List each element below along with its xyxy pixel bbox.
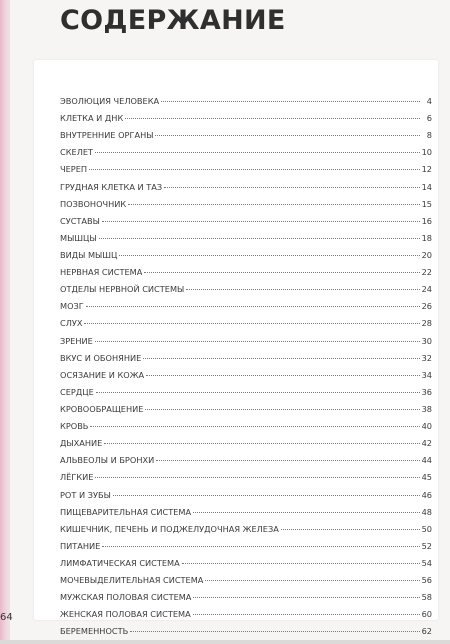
toc-entry[interactable] — [60, 216, 432, 233]
toc-dot-leader — [143, 358, 419, 359]
toc-entry[interactable] — [60, 387, 432, 404]
toc-dot-leader — [193, 597, 419, 598]
toc-dot-leader — [104, 443, 419, 444]
toc-entry-page: 32 — [421, 352, 432, 363]
toc-dot-leader — [102, 221, 420, 222]
toc-entry-title: ВНУТРЕННИЕ ОРГАНЫ — [60, 130, 154, 141]
toc-dot-leader — [146, 375, 419, 376]
toc-dot-leader — [186, 289, 419, 290]
toc-entry-page: 30 — [421, 335, 432, 346]
toc-entry-page: 46 — [421, 489, 432, 500]
toc-dot-leader — [193, 512, 419, 513]
toc-dot-leader — [145, 409, 419, 410]
toc-dot-leader — [90, 426, 419, 427]
toc-dot-leader — [128, 204, 419, 205]
toc-entry[interactable] — [60, 541, 432, 558]
toc-dot-leader — [84, 323, 419, 324]
toc-entry-page: 58 — [421, 592, 432, 603]
toc-entry[interactable] — [60, 284, 432, 301]
toc-entry-page: 52 — [421, 540, 432, 551]
toc-entry[interactable] — [60, 472, 432, 489]
toc-entry-title: КРОВООБРАЩЕНИЕ — [60, 403, 144, 414]
toc-entry-page: 60 — [421, 609, 432, 620]
toc-entry-title: ЭВОЛЮЦИЯ ЧЕЛОВЕКА — [60, 96, 160, 106]
toc-entry-page: 56 — [421, 575, 432, 586]
toc-dot-leader — [182, 563, 420, 564]
toc-entry-page: 62 — [421, 626, 432, 637]
toc-entry[interactable] — [60, 626, 432, 643]
toc-dot-leader — [155, 135, 420, 136]
toc-entry[interactable] — [60, 438, 432, 455]
toc-entry-page: 38 — [421, 403, 432, 414]
toc-list — [60, 96, 432, 644]
toc-entry[interactable] — [60, 336, 432, 353]
toc-entry-page: 42 — [421, 438, 432, 449]
toc-entry-title: ОСЯЗАНИЕ И КОЖА — [60, 369, 145, 380]
toc-entry-title: СЕРДЦЕ — [60, 386, 94, 397]
toc-entry[interactable] — [60, 592, 432, 609]
toc-entry[interactable] — [60, 267, 432, 284]
toc-entry[interactable] — [60, 182, 432, 199]
toc-entry-title: ДЫХАНИЕ — [60, 438, 103, 449]
toc-entry-title: ЗРЕНИЕ — [60, 335, 93, 346]
page-edge-band — [0, 0, 10, 640]
toc-entry-page: 8 — [426, 130, 432, 141]
toc-entry-title: СЛУХ — [60, 318, 83, 329]
toc-entry-title: КРОВЬ — [60, 421, 89, 432]
toc-entry-title: ВИДЫ МЫШЦ — [60, 249, 118, 260]
toc-entry[interactable] — [60, 250, 432, 267]
toc-dot-leader — [130, 631, 419, 632]
toc-entry-page: 10 — [421, 147, 432, 158]
toc-entry-page: 44 — [421, 455, 432, 466]
toc-entry-page: 48 — [421, 506, 432, 517]
toc-entry-title: МОЗГ — [60, 301, 84, 312]
toc-entry-title: НЕРВНАЯ СИСТЕМА — [60, 267, 143, 278]
toc-entry-page: 50 — [421, 523, 432, 534]
toc-dot-leader — [144, 272, 419, 273]
toc-entry[interactable] — [60, 370, 432, 387]
toc-entry-title: ЛЁГКИЕ — [60, 472, 94, 483]
toc-entry-title: МЫШЦЫ — [60, 232, 97, 243]
toc-entry-title: КЛЕТКА И ДНК — [60, 113, 124, 124]
toc-entry-title: СКЕЛЕТ — [60, 147, 94, 158]
toc-entry-title: МОЧЕВЫДЕЛИТЕЛЬНАЯ СИСТЕМА — [60, 575, 204, 586]
toc-entry[interactable] — [60, 558, 432, 575]
toc-entry[interactable] — [60, 130, 432, 147]
toc-entry-title: КИШЕЧНИК, ПЕЧЕНЬ И ПОДЖЕЛУДОЧНАЯ ЖЕЛЕЗА — [60, 523, 279, 534]
toc-dot-leader — [205, 580, 419, 581]
toc-entry[interactable] — [60, 147, 432, 164]
toc-entry-page: 28 — [421, 318, 432, 329]
toc-dot-leader — [89, 169, 420, 170]
toc-dot-leader — [156, 460, 419, 461]
toc-entry[interactable] — [60, 233, 432, 250]
toc-entry-title: ПОЗВОНОЧНИК — [60, 198, 127, 209]
toc-entry-page: 40 — [421, 421, 432, 432]
page-number: 64 — [0, 612, 13, 623]
toc-entry[interactable] — [60, 164, 432, 181]
toc-entry-title: ПИТАНИЕ — [60, 540, 101, 551]
toc-entry-title: АЛЬВЕОЛЫ И БРОНХИ — [60, 455, 155, 466]
toc-entry-page: 22 — [421, 267, 432, 278]
toc-entry-page: 15 — [421, 198, 432, 209]
toc-entry-title: СУСТАВЫ — [60, 215, 100, 226]
toc-entry[interactable] — [60, 507, 432, 524]
toc-entry[interactable] — [60, 404, 432, 421]
toc-entry[interactable] — [60, 353, 432, 370]
toc-entry[interactable] — [60, 421, 432, 438]
toc-entry[interactable] — [60, 575, 432, 592]
toc-entry-title: ЛИМФАТИЧЕСКАЯ СИСТЕМА — [60, 557, 180, 568]
toc-dot-leader — [95, 152, 420, 153]
toc-entry[interactable] — [60, 455, 432, 472]
toc-dot-leader — [102, 546, 419, 547]
toc-entry-title: ВКУС И ОБОНЯНИЕ — [60, 352, 142, 363]
toc-dot-leader — [95, 341, 420, 342]
toc-dot-leader — [164, 187, 419, 188]
toc-dot-leader — [119, 255, 419, 256]
toc-dot-leader — [96, 392, 420, 393]
toc-dot-leader — [193, 614, 420, 615]
toc-dot-leader — [125, 118, 420, 119]
toc-entry-title: ЖЕНСКАЯ ПОЛОВАЯ СИСТЕМА — [60, 609, 191, 620]
toc-entry-page: 34 — [421, 369, 432, 380]
toc-entry-page: 4 — [426, 96, 432, 106]
toc-entry-title: ГРУДНАЯ КЛЕТКА И ТАЗ — [60, 181, 163, 192]
toc-entry[interactable] — [60, 490, 432, 507]
toc-entry[interactable] — [60, 609, 432, 626]
toc-entry-title: ЧЕРЕП — [60, 164, 88, 175]
toc-entry-page: 26 — [421, 301, 432, 312]
toc-entry-page: 20 — [421, 249, 432, 260]
toc-entry-page: 18 — [421, 232, 432, 243]
toc-entry[interactable] — [60, 301, 432, 318]
toc-dot-leader — [95, 477, 419, 478]
toc-entry-page: 14 — [421, 181, 432, 192]
toc-entry[interactable] — [60, 318, 432, 335]
toc-entry-page: 12 — [421, 164, 432, 175]
toc-entry-title: РОТ И ЗУБЫ — [60, 489, 111, 500]
page-title: СОДЕРЖАНИЕ — [60, 5, 286, 36]
toc-dot-leader — [99, 238, 420, 239]
toc-entry-page: 24 — [421, 284, 432, 295]
toc-entry-title: ОТДЕЛЫ НЕРВНОЙ СИСТЕМЫ — [60, 284, 185, 295]
toc-entry[interactable] — [60, 524, 432, 541]
toc-dot-leader — [281, 529, 420, 530]
toc-dot-leader — [161, 101, 420, 102]
toc-entry-title: БЕРЕМЕННОСТЬ — [60, 626, 129, 637]
toc-entry-page: 6 — [426, 113, 432, 124]
toc-entry-page: 16 — [421, 215, 432, 226]
toc-entry[interactable] — [60, 113, 432, 130]
toc-entry[interactable] — [60, 96, 432, 113]
toc-entry-page: 36 — [421, 386, 432, 397]
toc-dot-leader — [86, 306, 420, 307]
toc-entry-title: МУЖСКАЯ ПОЛОВАЯ СИСТЕМА — [60, 592, 192, 603]
toc-entry-title: ПИЩЕВАРИТЕЛЬНАЯ СИСТЕМА — [60, 506, 192, 517]
table-of-contents — [34, 60, 438, 637]
toc-entry-page: 54 — [421, 557, 432, 568]
toc-entry[interactable] — [60, 199, 432, 216]
toc-entry-page: 45 — [421, 472, 432, 483]
toc-dot-leader — [113, 495, 420, 496]
